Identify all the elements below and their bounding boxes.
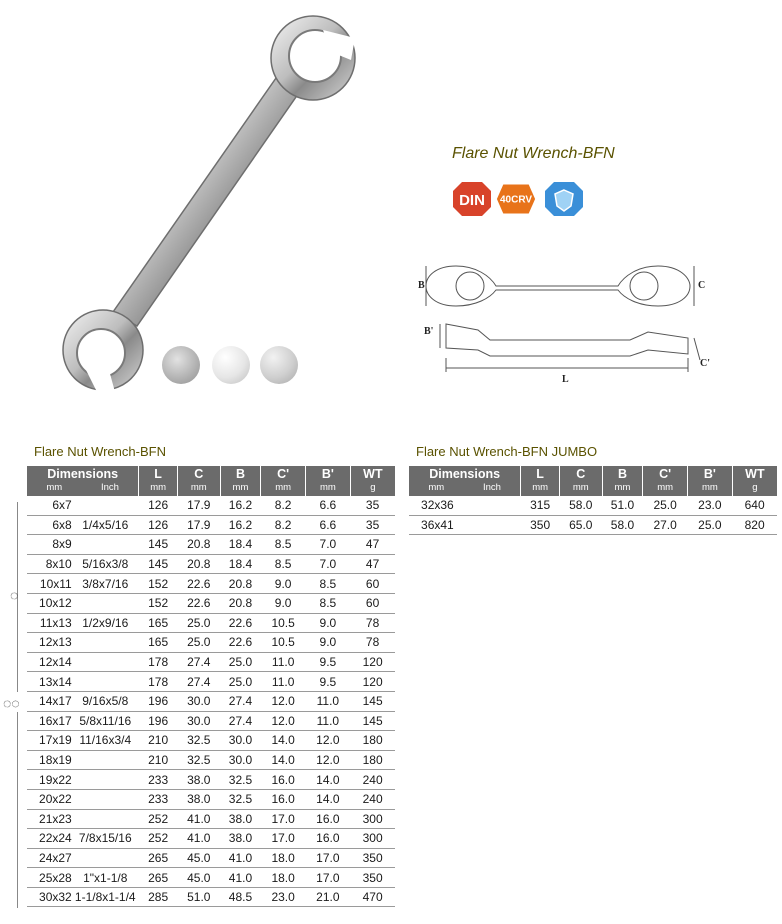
cell-inch: 5/8x11/16 xyxy=(72,711,139,731)
cell-wt: 180 xyxy=(350,731,395,751)
cell-c-prime: 18.0 xyxy=(261,848,306,868)
finish-swatch-chrome xyxy=(260,346,298,384)
cell-c: 41.0 xyxy=(177,829,220,849)
cell-b-prime: 12.0 xyxy=(306,731,351,751)
cell-mm: 36x41 xyxy=(409,515,454,535)
jumbo-header-inch: Inch xyxy=(482,482,501,493)
cell-wt: 60 xyxy=(350,574,395,594)
cell-c: 25.0 xyxy=(177,633,220,653)
cell-c: 38.0 xyxy=(177,789,220,809)
finish-swatch-polished xyxy=(212,346,250,384)
cell-b: 41.0 xyxy=(220,868,261,888)
standard-table-row xyxy=(27,613,395,633)
cell-l: 165 xyxy=(139,633,178,653)
cell-wt: 300 xyxy=(350,829,395,849)
cell-b: 16.2 xyxy=(220,515,261,535)
cell-b-prime: 16.0 xyxy=(306,809,351,829)
standard-table-row xyxy=(27,868,395,888)
standard-table-row xyxy=(27,750,395,770)
cell-inch xyxy=(72,750,139,770)
finish-swatch-satin xyxy=(162,346,200,384)
cell-wt: 240 xyxy=(350,770,395,790)
cell-b: 58.0 xyxy=(602,515,643,535)
cell-mm: 20x22 xyxy=(27,789,72,809)
header-col-wt: WT g xyxy=(350,466,395,496)
jumbo-header-col-wt: WT g xyxy=(732,466,777,496)
cell-b: 22.6 xyxy=(220,613,261,633)
cell-wt: 35 xyxy=(350,496,395,515)
cell-c-prime: 17.0 xyxy=(261,809,306,829)
cell-l: 233 xyxy=(139,789,178,809)
header-dimensions xyxy=(27,466,139,496)
dim-label-c: C xyxy=(698,280,706,291)
cell-inch xyxy=(72,672,139,692)
cell-mm: 18x19 xyxy=(27,750,72,770)
cell-b: 22.6 xyxy=(220,633,261,653)
cell-c-prime: 9.0 xyxy=(261,574,306,594)
cell-mm: 13x14 xyxy=(27,672,72,692)
cell-mm: 21x23 xyxy=(27,809,72,829)
cell-b: 20.8 xyxy=(220,574,261,594)
cell-c-prime: 25.0 xyxy=(643,496,688,515)
cell-l: 252 xyxy=(139,809,178,829)
dimension-diagram xyxy=(418,258,718,388)
cell-b-prime: 9.0 xyxy=(306,613,351,633)
cell-wt: 350 xyxy=(350,848,395,868)
header-col-c: C mm xyxy=(177,466,220,496)
standard-table-row xyxy=(27,593,395,613)
cell-wt: 350 xyxy=(350,868,395,888)
cell-b: 30.0 xyxy=(220,731,261,751)
cell-l: 165 xyxy=(139,613,178,633)
cell-inch: 3/8x7/16 xyxy=(72,574,139,594)
cell-c-prime: 8.5 xyxy=(261,535,306,555)
cell-inch: 11/16x3/4 xyxy=(72,731,139,751)
cell-l: 152 xyxy=(139,574,178,594)
cell-c-prime: 9.0 xyxy=(261,593,306,613)
cell-c: 41.0 xyxy=(177,809,220,829)
header-col-c-prime: C' mm xyxy=(261,466,306,496)
40crv-badge-icon xyxy=(496,181,536,217)
table-caption-standard: Flare Nut Wrench-BFN xyxy=(34,444,166,459)
cell-b-prime: 7.0 xyxy=(306,535,351,555)
cell-b-prime: 17.0 xyxy=(306,868,351,888)
cell-b-prime: 23.0 xyxy=(688,496,733,515)
cell-inch: 5/16x3/8 xyxy=(72,554,139,574)
jumbo-header-col-c-prime: C' mm xyxy=(643,466,688,496)
cell-c: 38.0 xyxy=(177,770,220,790)
cell-wt: 640 xyxy=(732,496,777,515)
cell-c: 51.0 xyxy=(177,887,220,907)
cell-wt: 78 xyxy=(350,613,395,633)
cell-l: 126 xyxy=(139,515,178,535)
standard-table-row xyxy=(27,770,395,790)
cell-b: 38.0 xyxy=(220,829,261,849)
cell-c: 27.4 xyxy=(177,652,220,672)
cell-c-prime: 11.0 xyxy=(261,652,306,672)
cell-wt: 300 xyxy=(350,809,395,829)
cell-l: 196 xyxy=(139,711,178,731)
header-col-l: L mm xyxy=(139,466,178,496)
cell-inch: 1/2x9/16 xyxy=(72,613,139,633)
standard-table-row xyxy=(27,711,395,731)
cell-wt: 47 xyxy=(350,554,395,574)
cell-b-prime: 25.0 xyxy=(688,515,733,535)
cell-c: 30.0 xyxy=(177,691,220,711)
cell-b: 16.2 xyxy=(220,496,261,515)
cell-inch xyxy=(454,496,521,515)
cell-c-prime: 10.5 xyxy=(261,633,306,653)
cell-mm: 6x7 xyxy=(27,496,72,515)
cell-wt: 145 xyxy=(350,691,395,711)
cell-c: 25.0 xyxy=(177,613,220,633)
standard-table-row xyxy=(27,496,395,515)
cell-mm: 10x11 xyxy=(27,574,72,594)
jumbo-header-mm: mm xyxy=(428,482,445,493)
cell-inch: 9/16x5/8 xyxy=(72,691,139,711)
cell-inch xyxy=(72,633,139,653)
cell-mm: 6x8 xyxy=(27,515,72,535)
cell-c-prime: 12.0 xyxy=(261,711,306,731)
cell-b-prime: 12.0 xyxy=(306,750,351,770)
cell-c-prime: 23.0 xyxy=(261,887,306,907)
cell-mm: 8x9 xyxy=(27,535,72,555)
spec-table-standard xyxy=(27,466,395,907)
spec-table-jumbo xyxy=(409,466,777,535)
cell-c-prime: 8.2 xyxy=(261,496,306,515)
cell-wt: 120 xyxy=(350,652,395,672)
cell-b-prime: 11.0 xyxy=(306,691,351,711)
cell-mm: 24x27 xyxy=(27,848,72,868)
jumbo-header-col-b: B mm xyxy=(602,466,643,496)
cell-c-prime: 11.0 xyxy=(261,672,306,692)
cell-c: 32.5 xyxy=(177,750,220,770)
dim-label-c-prime: C' xyxy=(700,358,710,369)
cell-mm: 14x17 xyxy=(27,691,72,711)
cell-c-prime: 10.5 xyxy=(261,613,306,633)
cell-l: 315 xyxy=(521,496,560,515)
standard-table-row xyxy=(27,633,395,653)
cell-l: 265 xyxy=(139,868,178,888)
cell-inch xyxy=(72,593,139,613)
cell-c: 17.9 xyxy=(177,515,220,535)
cell-inch: 1"x1-1/8 xyxy=(72,868,139,888)
cell-inch xyxy=(72,652,139,672)
dim-label-b: B xyxy=(418,280,425,291)
cell-c: 27.4 xyxy=(177,672,220,692)
cell-c: 22.6 xyxy=(177,574,220,594)
cell-b-prime: 9.5 xyxy=(306,672,351,692)
cell-b-prime: 21.0 xyxy=(306,887,351,907)
shield-badge-icon xyxy=(544,181,584,217)
cell-c: 20.8 xyxy=(177,554,220,574)
cell-l: 145 xyxy=(139,554,178,574)
cell-inch xyxy=(72,770,139,790)
cell-b: 18.4 xyxy=(220,535,261,555)
cell-l: 265 xyxy=(139,848,178,868)
jumbo-table-row xyxy=(409,515,777,535)
cell-c: 30.0 xyxy=(177,711,220,731)
cell-b: 41.0 xyxy=(220,848,261,868)
header-inch: Inch xyxy=(100,482,119,493)
cell-b-prime: 7.0 xyxy=(306,554,351,574)
cell-wt: 180 xyxy=(350,750,395,770)
dim-label-l: L xyxy=(562,374,569,385)
cell-l: 285 xyxy=(139,887,178,907)
cell-c: 45.0 xyxy=(177,868,220,888)
cell-inch: 1-1/8x1-1/4 xyxy=(72,887,139,907)
cell-l: 252 xyxy=(139,829,178,849)
cell-c-prime: 16.0 xyxy=(261,770,306,790)
cell-b: 32.5 xyxy=(220,789,261,809)
cell-b: 25.0 xyxy=(220,672,261,692)
cell-mm: 32x36 xyxy=(409,496,454,515)
standard-table-row xyxy=(27,691,395,711)
cell-b: 48.5 xyxy=(220,887,261,907)
cell-b-prime: 11.0 xyxy=(306,711,351,731)
cell-c: 32.5 xyxy=(177,731,220,751)
standard-table-row xyxy=(27,809,395,829)
cell-c-prime: 8.2 xyxy=(261,515,306,535)
standard-table-row xyxy=(27,515,395,535)
cell-b-prime: 6.6 xyxy=(306,496,351,515)
cell-c-prime: 8.5 xyxy=(261,554,306,574)
cell-b-prime: 16.0 xyxy=(306,829,351,849)
standard-table-row xyxy=(27,829,395,849)
cell-b: 25.0 xyxy=(220,652,261,672)
jumbo-header-dimensions-label: Dimensions xyxy=(429,467,501,481)
cell-l: 196 xyxy=(139,691,178,711)
cell-l: 145 xyxy=(139,535,178,555)
cell-l: 210 xyxy=(139,731,178,751)
cell-b-prime: 6.6 xyxy=(306,515,351,535)
wrench-photo xyxy=(55,8,365,398)
cell-b-prime: 9.0 xyxy=(306,633,351,653)
cell-wt: 820 xyxy=(732,515,777,535)
cell-inch xyxy=(454,515,521,535)
cell-mm: 30x32 xyxy=(27,887,72,907)
din-badge-label: DIN xyxy=(459,192,485,209)
single-ring-icon: ◌ xyxy=(10,587,19,603)
cell-l: 178 xyxy=(139,652,178,672)
cell-mm: 19x22 xyxy=(27,770,72,790)
cell-b-prime: 14.0 xyxy=(306,770,351,790)
din-badge-icon xyxy=(452,181,492,217)
cell-inch: 1/4x5/16 xyxy=(72,515,139,535)
jumbo-header-dimensions xyxy=(409,466,521,496)
product-title: Flare Nut Wrench-BFN xyxy=(452,145,615,162)
cell-c-prime: 14.0 xyxy=(261,731,306,751)
jumbo-header-col-l: L mm xyxy=(521,466,560,496)
cell-mm: 16x17 xyxy=(27,711,72,731)
jumbo-header-col-b-prime: B' mm xyxy=(688,466,733,496)
cell-b-prime: 8.5 xyxy=(306,593,351,613)
cell-c: 20.8 xyxy=(177,535,220,555)
standard-table-row xyxy=(27,535,395,555)
cell-c-prime: 17.0 xyxy=(261,829,306,849)
table-caption-jumbo: Flare Nut Wrench-BFN JUMBO xyxy=(416,444,598,459)
cell-wt: 60 xyxy=(350,593,395,613)
cell-c: 58.0 xyxy=(559,496,602,515)
standard-table-row xyxy=(27,789,395,809)
double-ring-icon: ◌◌ xyxy=(3,695,20,711)
cell-c-prime: 14.0 xyxy=(261,750,306,770)
standard-table-row xyxy=(27,731,395,751)
cell-b: 27.4 xyxy=(220,711,261,731)
cell-wt: 35 xyxy=(350,515,395,535)
standard-table-row xyxy=(27,652,395,672)
cell-c: 22.6 xyxy=(177,593,220,613)
40crv-badge-label: 40CRV xyxy=(499,194,533,206)
standard-table-row xyxy=(27,574,395,594)
cell-inch xyxy=(72,809,139,829)
standard-table-row xyxy=(27,554,395,574)
bracket-line-double xyxy=(17,712,18,908)
cell-b-prime: 17.0 xyxy=(306,848,351,868)
cell-b: 38.0 xyxy=(220,809,261,829)
cell-l: 152 xyxy=(139,593,178,613)
standard-table-row xyxy=(27,672,395,692)
cell-wt: 470 xyxy=(350,887,395,907)
cell-wt: 78 xyxy=(350,633,395,653)
header-dimensions-label: Dimensions xyxy=(47,467,119,481)
cell-inch xyxy=(72,848,139,868)
cell-b-prime: 14.0 xyxy=(306,789,351,809)
cell-l: 350 xyxy=(521,515,560,535)
jumbo-table-row xyxy=(409,496,777,515)
cell-mm: 17x19 xyxy=(27,731,72,751)
cell-mm: 10x12 xyxy=(27,593,72,613)
cell-b-prime: 8.5 xyxy=(306,574,351,594)
cell-c: 45.0 xyxy=(177,848,220,868)
cell-mm: 25x28 xyxy=(27,868,72,888)
cell-b: 27.4 xyxy=(220,691,261,711)
cell-mm: 22x24 xyxy=(27,829,72,849)
cell-mm: 12x13 xyxy=(27,633,72,653)
header-mm: mm xyxy=(46,482,63,493)
cell-wt: 120 xyxy=(350,672,395,692)
cell-b: 51.0 xyxy=(602,496,643,515)
cell-wt: 47 xyxy=(350,535,395,555)
standard-table-row xyxy=(27,887,395,907)
cell-b: 20.8 xyxy=(220,593,261,613)
cell-b: 32.5 xyxy=(220,770,261,790)
header-col-b: B mm xyxy=(220,466,261,496)
cell-inch: 7/8x15/16 xyxy=(72,829,139,849)
header-col-b-prime: B' mm xyxy=(306,466,351,496)
cell-l: 178 xyxy=(139,672,178,692)
cell-b-prime: 9.5 xyxy=(306,652,351,672)
cell-c-prime: 18.0 xyxy=(261,868,306,888)
cell-wt: 240 xyxy=(350,789,395,809)
cell-l: 233 xyxy=(139,770,178,790)
cell-c: 65.0 xyxy=(559,515,602,535)
cell-mm: 11x13 xyxy=(27,613,72,633)
cell-l: 126 xyxy=(139,496,178,515)
cell-inch xyxy=(72,789,139,809)
standard-table-row xyxy=(27,848,395,868)
cell-mm: 12x14 xyxy=(27,652,72,672)
dim-label-b-prime: B' xyxy=(424,326,434,337)
cell-mm: 8x10 xyxy=(27,554,72,574)
cell-c-prime: 12.0 xyxy=(261,691,306,711)
cell-l: 210 xyxy=(139,750,178,770)
cell-inch xyxy=(72,535,139,555)
cell-c: 17.9 xyxy=(177,496,220,515)
jumbo-header-col-c: C mm xyxy=(559,466,602,496)
cell-b: 18.4 xyxy=(220,554,261,574)
cell-inch xyxy=(72,496,139,515)
cell-c-prime: 27.0 xyxy=(643,515,688,535)
cell-c-prime: 16.0 xyxy=(261,789,306,809)
cell-wt: 145 xyxy=(350,711,395,731)
cell-b: 30.0 xyxy=(220,750,261,770)
